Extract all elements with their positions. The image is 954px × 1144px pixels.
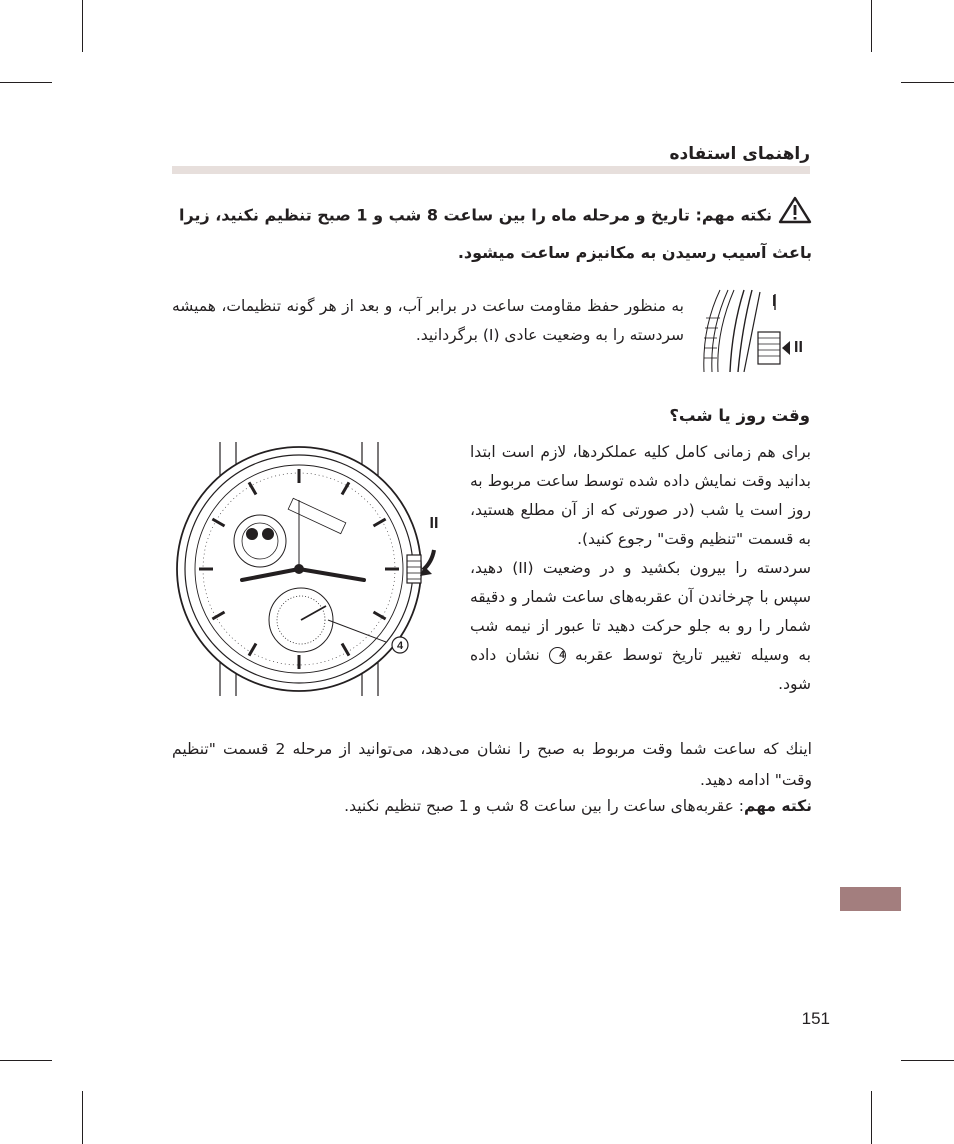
crown-instruction: به منظور حفظ مقاومت ساعت در برابر آب، و بعد از هر گونه تنظیمات، همیشه سردسته را به وضعیت عادی (I) برگردانید.: [172, 297, 684, 344]
important-note: [172, 792, 812, 820]
paragraph-crown-steps-end: نشان داده شود.: [470, 646, 811, 693]
crop-mark: [82, 0, 83, 52]
crop-mark: [871, 1091, 872, 1144]
section-heading: وقت روز یا شب؟: [669, 406, 810, 425]
crown-position-illustration: [698, 288, 810, 372]
crown-label-1: I: [772, 293, 777, 310]
warning-notice: [172, 196, 812, 270]
note-text: : عقربه‌های ساعت را بین ساعت 8 شب و 1 صبح تنظیم نکنید.: [344, 797, 745, 815]
crop-mark: [901, 1060, 954, 1061]
page-title: راهنمای استفاده: [669, 144, 810, 164]
paragraph-day-night: برای هم زمانی کامل کلیه عملکردها، لازم است ابتدا بدانید وقت نمایش داده شده توسط ساعت مربوط به روز است یا شب (در صورتی که از آن مطلع هستید، به قسمت "تنظیم وقت" رجوع کنید).: [470, 443, 811, 548]
paragraph-crown-steps-text: سردسته را بیرون بکشید و در وضعیت (II) دهید، سپس با چرخاندن آن عقربه‌های ساعت شمار و دقیقه شمار را رو به جلو حرکت دهید تا عبور از نیمه شب به وسیله تغییر تاریخ توسط عقربه: [470, 559, 811, 664]
watch-illustration: [176, 442, 446, 696]
crop-mark: [82, 1091, 83, 1144]
title-bar: [172, 166, 810, 174]
section-tab: [840, 887, 901, 911]
paragraph-morning: اینك که ساعت شما وقت مربوط به صبح را نشان می‌دهد، می‌توانید از مرحله 2 قسمت "تنظیم وقت" ادامه دهید.: [172, 740, 812, 789]
warning-triangle-icon: [778, 196, 812, 236]
warning-text: نکته مهم: تاریخ و مرحله ماه را بین ساعت 8 شب و 1 صبح تنظیم نکنید، زیرا باعث آسیب رسیدن به مکانیزم ساعت میشود.: [179, 205, 812, 262]
paragraph-crown-steps: [470, 554, 811, 699]
page-number: 151: [801, 1009, 830, 1028]
crop-mark: [0, 1060, 52, 1061]
note-label: نکته مهم: [744, 797, 812, 815]
crop-mark: [871, 0, 872, 52]
crop-mark: [0, 82, 52, 83]
watch-callout-number: 4: [396, 640, 404, 652]
crop-mark: [901, 82, 954, 83]
hand-marker-badge: 4: [549, 647, 566, 664]
watch-crown-label: II: [429, 515, 439, 532]
instruction-column: [470, 438, 811, 699]
crown-label-2: II: [794, 339, 803, 356]
